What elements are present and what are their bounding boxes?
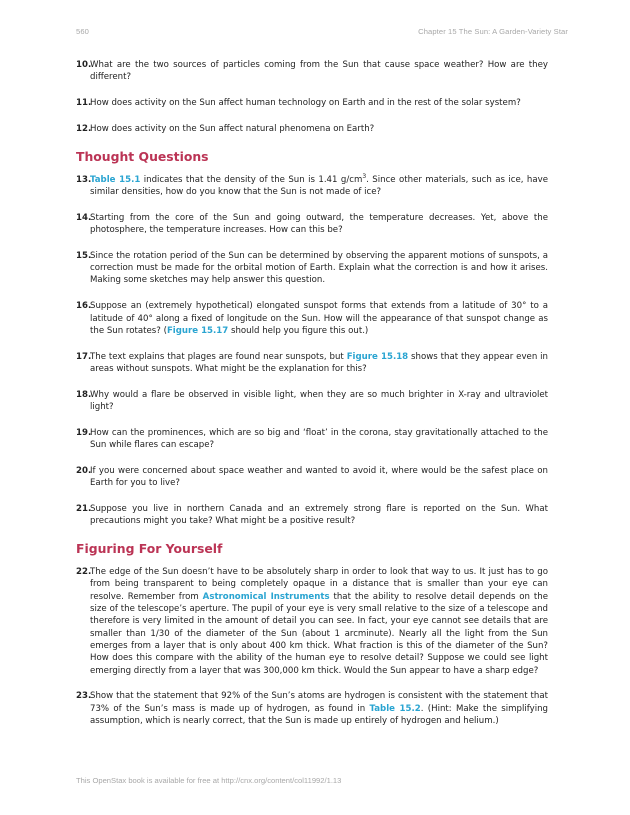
question-14: [76, 212, 548, 237]
question-number: 14.: [76, 212, 92, 223]
question-number: 13.: [76, 174, 92, 185]
table-link[interactable]: Table 15.2: [369, 703, 421, 714]
superscript: 3: [362, 172, 367, 180]
figure-link[interactable]: Figure 15.17: [166, 325, 229, 336]
question-20: [76, 465, 548, 490]
question-text: . Since other materials, such as ice, have similar densities, how do you know that the Sun is not made of ice?: [90, 174, 548, 197]
question-11: [76, 97, 548, 109]
question-number: 20.: [76, 465, 92, 476]
chapter-link[interactable]: Astronomical Instruments: [202, 591, 330, 602]
question-text: The text explains that plages are found near sunspots, but: [90, 351, 347, 362]
question-text: What are the two sources of particles coming from the Sun that cause space weather? How are they different?: [90, 60, 548, 83]
question-number: 23.: [76, 691, 92, 702]
question-text: If you were concerned about space weather and wanted to avoid it, where would be the safest place on Earth for you to live?: [90, 465, 548, 489]
question-text: Starting from the core of the Sun and going outward, the temperature decreases. Yet, above the photosphere, the temperature increases. How can this be?: [90, 212, 548, 236]
question-text: How does activity on the Sun affect human technology on Earth and in the rest of the solar system?: [90, 98, 521, 109]
page-content: [76, 59, 548, 741]
question-number: 15.: [76, 250, 92, 261]
question-22: [76, 566, 548, 677]
question-text: Suppose you live in northern Canada and an extremely strong flare is reported on the Sun. What precautions might you take? What might be a positive result?: [90, 504, 548, 527]
page-number: 560: [76, 27, 89, 36]
question-text: Show that the statement that 92% of the Sun’s atoms are hydrogen is consistent with the statement that 73% of the Sun’s mass is made up of hydrogen, as found in: [90, 691, 548, 714]
question-number: 16.: [76, 301, 92, 312]
table-link[interactable]: Table 15.1: [90, 174, 141, 185]
question-number: 22.: [76, 567, 92, 578]
question-number: 17.: [76, 351, 92, 362]
question-17: [76, 351, 548, 376]
question-number: 10.: [76, 60, 92, 70]
question-text: . (Hint: Make the simplifying assumption, which is nearly correct, that the Sun is made up entirely of hydrogen and helium.): [90, 703, 548, 726]
question-15: [76, 250, 548, 287]
question-text: How does activity on the Sun affect natural phenomena on Earth?: [90, 123, 375, 134]
section-heading-figuring-for-yourself: Figuring For Yourself: [76, 541, 223, 557]
question-text: indicates that the density of the Sun is 1.41 g/cm: [140, 174, 363, 185]
question-19: [76, 427, 548, 452]
question-text: Since the rotation period of the Sun can be determined by observing the apparent motions of sunspots, a correction must be made for the orbital motion of Earth. Explain what the correction is and how it arises. Making some sketches may help answer this question.: [90, 250, 548, 286]
question-number: 19.: [76, 427, 92, 438]
question-number: 12.: [76, 123, 92, 134]
page-footer: This OpenStax book is available for free at http://cnx.org/content/col11992/1.13: [76, 776, 342, 785]
question-text: should help you figure this out.): [228, 325, 369, 336]
figure-link[interactable]: Figure 15.18: [346, 351, 409, 362]
question-text: that the ability to resolve detail depends on the size of the telescope’s aperture. The pupil of your eye is very small relative to the size of a telescope and therefore is very limited in the amount of detail you can see. In fact, your eye cannot see details that are smaller than 1/30 of the diameter of the Sun (about 1 arcminute). Nearly all the light from the Sun emerges from a layer that is only about 400 km thick. What fraction is this of the diameter of the Sun? How does this compare with the ability of the human eye to resolve detail? Suppose we could see light emerging directly from a layer that was 300,000 km thick. Would the Sun appear to have a sharp edge?: [90, 591, 548, 676]
question-number: 11.: [76, 98, 92, 109]
question-21: [76, 503, 548, 528]
question-number: 21.: [76, 504, 92, 515]
question-text: How can the prominences, which are so big and ‘float’ in the corona, stay gravitationally attached to the Sun while flares can escape?: [90, 427, 548, 451]
chapter-title: Chapter 15 The Sun: A Garden-Variety Star: [418, 27, 568, 36]
question-23: [76, 690, 548, 727]
question-text: shows that they appear even in areas without sunspots. What might be the explanation for this?: [90, 351, 549, 374]
question-10: [76, 59, 548, 84]
question-text: Why would a flare be observed in visible light, when they are so much brighter in X-ray and ultraviolet light?: [90, 389, 548, 413]
question-16: [76, 300, 548, 337]
question-text: Suppose an (extremely hypothetical) elongated sunspot forms that extends from a latitude of 30° to a latitude of 40° along a fixed of longitude on the Sun. How will the appearance of that sunspot change as the Sun rotates? (: [90, 301, 548, 336]
question-18: [76, 389, 548, 414]
question-text: The edge of the Sun doesn’t have to be absolutely sharp in order to look that way to us. It just has to go from being transparent to being completely opaque in a distance that is smaller than your eye can resolve. Remember from: [90, 567, 548, 602]
question-13: [76, 174, 548, 199]
section-heading-thought-questions: Thought Questions: [76, 148, 209, 164]
question-number: 18.: [76, 389, 92, 400]
question-12: [76, 123, 548, 135]
